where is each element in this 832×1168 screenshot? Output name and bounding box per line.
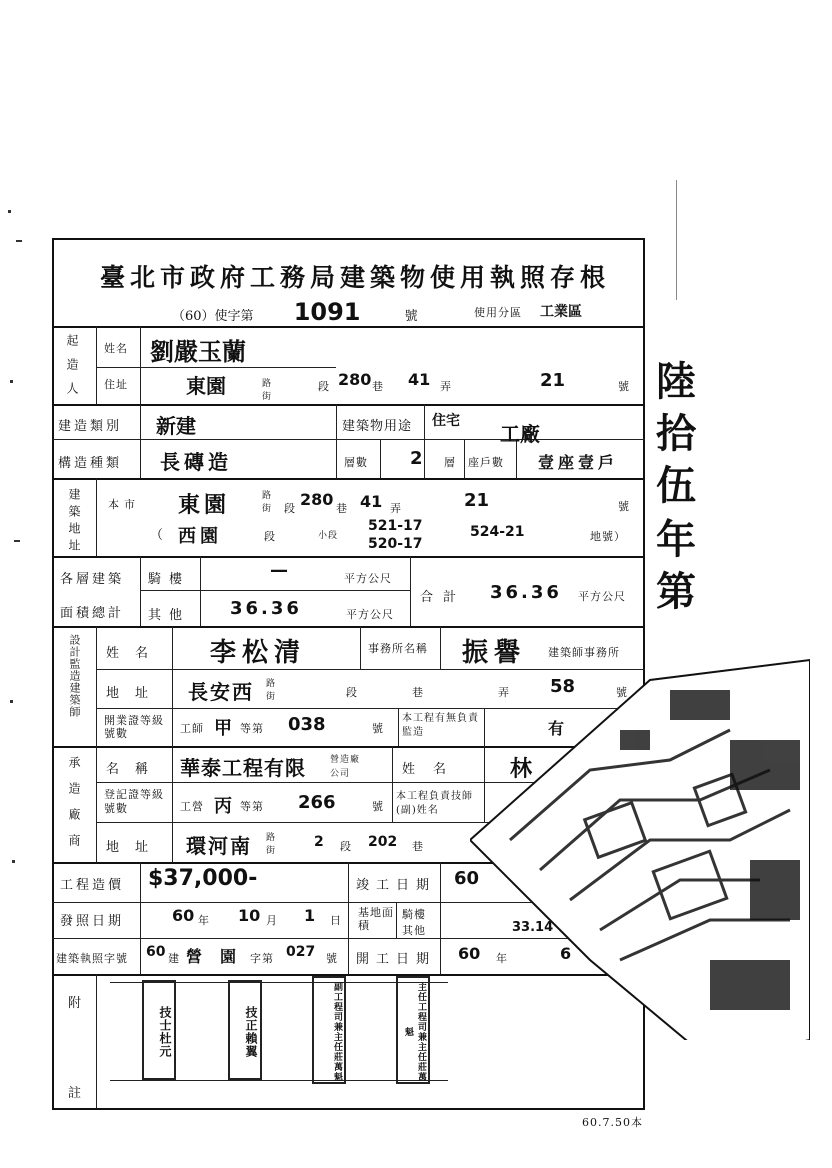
applicant-section-value: 280 (338, 370, 372, 389)
issue-label: 發照日期 (60, 914, 125, 929)
contractor-reg-grade: 工營 (180, 800, 204, 813)
architect-name-value: 李松清 (210, 638, 307, 668)
right-char-2: 拾 (656, 410, 696, 457)
architect-address-label: 地址 (106, 686, 165, 701)
architect-supervisor-value: 有 (548, 719, 565, 738)
col-arch-office (360, 626, 361, 669)
col-arch-label (96, 626, 97, 746)
rule-8 (52, 626, 645, 628)
applicant-name-value: 劉嚴玉蘭 (150, 338, 246, 366)
architect-license-class: 甲 (214, 718, 232, 739)
architect-license-grade: 工師 (180, 722, 204, 735)
stamp-2: 技正賴翼 (228, 980, 262, 1080)
applicant-lane-text: 巷 (372, 380, 384, 393)
site-road-label: 路街 (262, 491, 273, 514)
area-label-2: 面積總計 (60, 606, 125, 621)
contractor-name-suffix-2: 公司 (330, 769, 351, 779)
floors-unit: 層 (444, 456, 456, 469)
applicant-section-label: 起造人 (65, 334, 79, 406)
contractor-reg-suffix: 號 (372, 800, 384, 813)
rule-5 (52, 478, 645, 480)
col-type-field (140, 404, 141, 478)
completion-label: 竣工日期 (356, 878, 437, 893)
base-area-label: 基地面積 (358, 906, 394, 932)
stamp-4: 主任工程司兼主任莊萬魁 (396, 976, 430, 1084)
applicant-road-label: 路街 (262, 379, 273, 402)
site-number-value: 21 (464, 490, 490, 511)
start-year: 60 (458, 944, 481, 963)
site-street: 東園 (178, 493, 231, 518)
applicant-address-label: 住址 (104, 378, 128, 391)
col-arch-sub (172, 626, 173, 746)
units-value: 壹座壹戶 (538, 453, 619, 472)
site-alley-text: 弄 (390, 502, 402, 515)
base-other-value: 33.14 (512, 920, 554, 935)
contractor-reg-number: 266 (298, 792, 336, 813)
architect-license-suffix: 號 (372, 722, 384, 735)
zone-value: 工業區 (540, 304, 582, 320)
col-area-sub (200, 556, 201, 626)
architect-alley-text: 弄 (498, 686, 510, 699)
col-date-value (440, 862, 441, 974)
site-lot-2: 520-17 (368, 536, 423, 552)
permit-number-line (172, 298, 418, 326)
contractor-lane-value: 202 (368, 834, 398, 850)
site-lot-3: 524-21 (470, 524, 525, 540)
applicant-number-value: 21 (540, 370, 566, 391)
right-margin-rule (676, 180, 677, 300)
applicant-section-text: 段 (318, 380, 330, 393)
site-district: 西園 (178, 526, 222, 547)
stamp-3: 副工程司兼主任莊萬魁 (312, 976, 346, 1084)
number-suffix: 號 (404, 309, 418, 324)
permit-no: 027 (286, 944, 316, 960)
form-title: 臺北市政府工務局建築物使用執照存根 (100, 263, 611, 292)
architect-number-value: 58 (550, 676, 576, 697)
left-speck-2 (16, 240, 22, 242)
applicant-street: 東園 (186, 374, 226, 398)
issue-month: 10 (238, 906, 261, 925)
contractor-address-value: 環河南 (186, 834, 252, 858)
site-section-text: 段 (284, 502, 296, 515)
structure-label: 構造種類 (58, 456, 123, 471)
architect-office-suffix: 建築師事務所 (548, 646, 620, 659)
contractor-tech-label: 本工程負責技師(副)姓名 (396, 791, 473, 816)
site-lane-text: 巷 (336, 502, 348, 515)
floors-label: 層數 (344, 456, 368, 469)
area-arcade-unit: 平方公尺 (344, 572, 392, 585)
left-speck-1 (8, 210, 11, 213)
contractor-name-suffix-1: 營造廠 (330, 755, 361, 765)
col-applicant-label (96, 326, 97, 404)
use-value-1: 住宅 (432, 413, 460, 429)
permit-label: 建築執照字號 (56, 952, 128, 965)
site-lot-suffix: 地號） (590, 530, 626, 543)
floors-value: 2 (410, 448, 423, 469)
issue-year: 60 (172, 906, 195, 925)
cost-label: 工程造價 (60, 878, 125, 893)
contractor-lane-text: 巷 (412, 840, 424, 853)
contractor-person-label: 姓名 (402, 762, 465, 777)
start-label: 開工日期 (356, 952, 437, 967)
notes-label-bottom: 註 (68, 1086, 85, 1101)
site-lane-value: 41 (360, 492, 383, 511)
area-other-unit: 平方公尺 (346, 608, 394, 621)
stamp-1: 技士杜元 (142, 980, 176, 1080)
architect-office-label: 事務所名稱 (368, 642, 428, 655)
zone-label: 使用分區 (474, 306, 522, 319)
right-char-4: 年 (656, 516, 696, 563)
area-other-value: 36.36 (230, 598, 302, 619)
site-section-value: 280 (300, 490, 334, 509)
architect-road-label: 路街 (266, 679, 277, 702)
structure-value: 長磚造 (160, 450, 232, 474)
permit-office-2: 園 (220, 947, 237, 966)
issue-day: 1 (304, 906, 316, 925)
col-area-label (140, 556, 141, 626)
issue-year-text: 年 (198, 914, 210, 927)
architect-name-label: 姓名 (106, 646, 165, 661)
col-con-label (96, 746, 97, 862)
area-arcade-value: — (270, 560, 288, 581)
right-char-5: 第 (656, 568, 696, 615)
form-bottom-border (52, 1108, 645, 1110)
use-label: 建築物用途 (342, 419, 413, 434)
left-speck-3 (10, 380, 13, 383)
area-total-label: 合計 (420, 590, 467, 605)
contractor-address-label: 地址 (106, 840, 165, 855)
applicant-name-label: 姓名 (104, 342, 128, 355)
area-arcade-label: 騎樓 (148, 572, 191, 587)
cost-value: $37,000- (148, 866, 258, 891)
architect-license-label: 開業證等級號數 (104, 714, 164, 740)
category-value: 新建 (156, 414, 196, 438)
architect-license-number: 038 (288, 714, 326, 735)
col-arch-super (398, 708, 399, 746)
contractor-section-value: 2 (314, 834, 324, 850)
site-paren-open: （ (150, 528, 167, 543)
site-district-section: 段 (264, 530, 276, 543)
site-lot-1: 521-17 (368, 518, 423, 534)
site-section-label: 建築地址 (67, 488, 81, 556)
year-prefix: （60）使字第 (172, 309, 254, 324)
rule-7 (140, 590, 410, 591)
col-base-sub (396, 902, 397, 938)
form-left-border (52, 238, 54, 1110)
applicant-alley-text: 弄 (440, 380, 452, 393)
issue-month-text: 月 (266, 914, 278, 927)
base-other-label: 其他 (402, 924, 426, 937)
permit-char: 字第 (250, 952, 274, 965)
completion-value: 60 (454, 868, 480, 889)
col-applicant-field (140, 326, 141, 404)
col-site-label (96, 478, 97, 556)
left-speck-4 (14, 540, 20, 542)
notes-label-top: 附 (68, 996, 85, 1011)
area-total-unit: 平方公尺 (578, 590, 626, 603)
area-label-1: 各層建築 (60, 572, 125, 587)
contractor-reg-mid: 等第 (240, 800, 264, 813)
use-value-2: 工廠 (500, 422, 540, 446)
start-month: 6 (560, 944, 572, 963)
area-other-label: 其他 (148, 608, 191, 623)
permit-mid: 建 (168, 952, 180, 965)
col-notes (96, 974, 97, 1108)
base-arcade-label: 騎樓 (402, 908, 426, 921)
contractor-reg-class: 丙 (214, 796, 232, 817)
architect-section-label: 設計監造建築師 (68, 634, 81, 718)
torn-corner-overlay (470, 640, 810, 1040)
start-year-text: 年 (496, 952, 508, 965)
contractor-reg-label: 登記證等級號數 (104, 788, 164, 815)
col-units-label (464, 439, 465, 478)
contractor-name-label: 名稱 (106, 762, 165, 777)
architect-office-value: 振譽 (462, 638, 527, 668)
contractor-section-label: 承造廠商 (67, 756, 81, 860)
form-top-border (52, 238, 645, 240)
category-label: 建造類別 (58, 419, 123, 434)
permit-office-1: 營 (186, 947, 203, 966)
units-label: 座戶數 (468, 456, 504, 469)
site-number-text: 號 (618, 500, 630, 513)
architect-address-value: 長安西 (188, 680, 254, 704)
contractor-section-text: 段 (340, 840, 352, 853)
left-speck-5 (10, 700, 13, 703)
contractor-person-value: 林 (510, 757, 533, 782)
permit-suffix: 號 (326, 952, 338, 965)
issue-day-text: 日 (330, 914, 342, 927)
col-floor-value (380, 439, 381, 478)
right-char-1: 陸 (656, 358, 696, 405)
area-total-value: 36.36 (490, 582, 562, 603)
rule-2 (96, 367, 336, 368)
architect-section-text: 段 (346, 686, 358, 699)
col-use-value (424, 404, 425, 478)
architect-license-mid: 等第 (240, 722, 264, 735)
applicant-lane-value: 41 (408, 370, 431, 389)
col-con-sub (172, 746, 173, 862)
site-lot-small: 小段 (318, 531, 339, 541)
applicant-number-text: 號 (618, 380, 630, 393)
site-city-label: 本市 (108, 498, 140, 511)
contractor-name-value: 華泰工程有限 (180, 756, 306, 780)
footer-code: 60.7.50本 (582, 1116, 643, 1129)
col-use-label (336, 404, 337, 478)
col-cost-label (140, 862, 141, 974)
left-speck-6 (12, 860, 15, 863)
contractor-road-label: 路街 (266, 833, 277, 856)
permit-number: 1091 (293, 298, 361, 326)
architect-lane-text: 巷 (412, 686, 424, 699)
architect-number-text: 號 (616, 686, 628, 699)
col-con-person (392, 746, 393, 822)
permit-year: 60 (146, 944, 166, 960)
col-date-label (348, 862, 349, 974)
col-arch-office-val (440, 626, 441, 669)
architect-supervisor-label: 本工程有無負責監造 (402, 713, 479, 738)
col-area-total (410, 556, 411, 626)
right-char-3: 伍 (656, 462, 696, 509)
